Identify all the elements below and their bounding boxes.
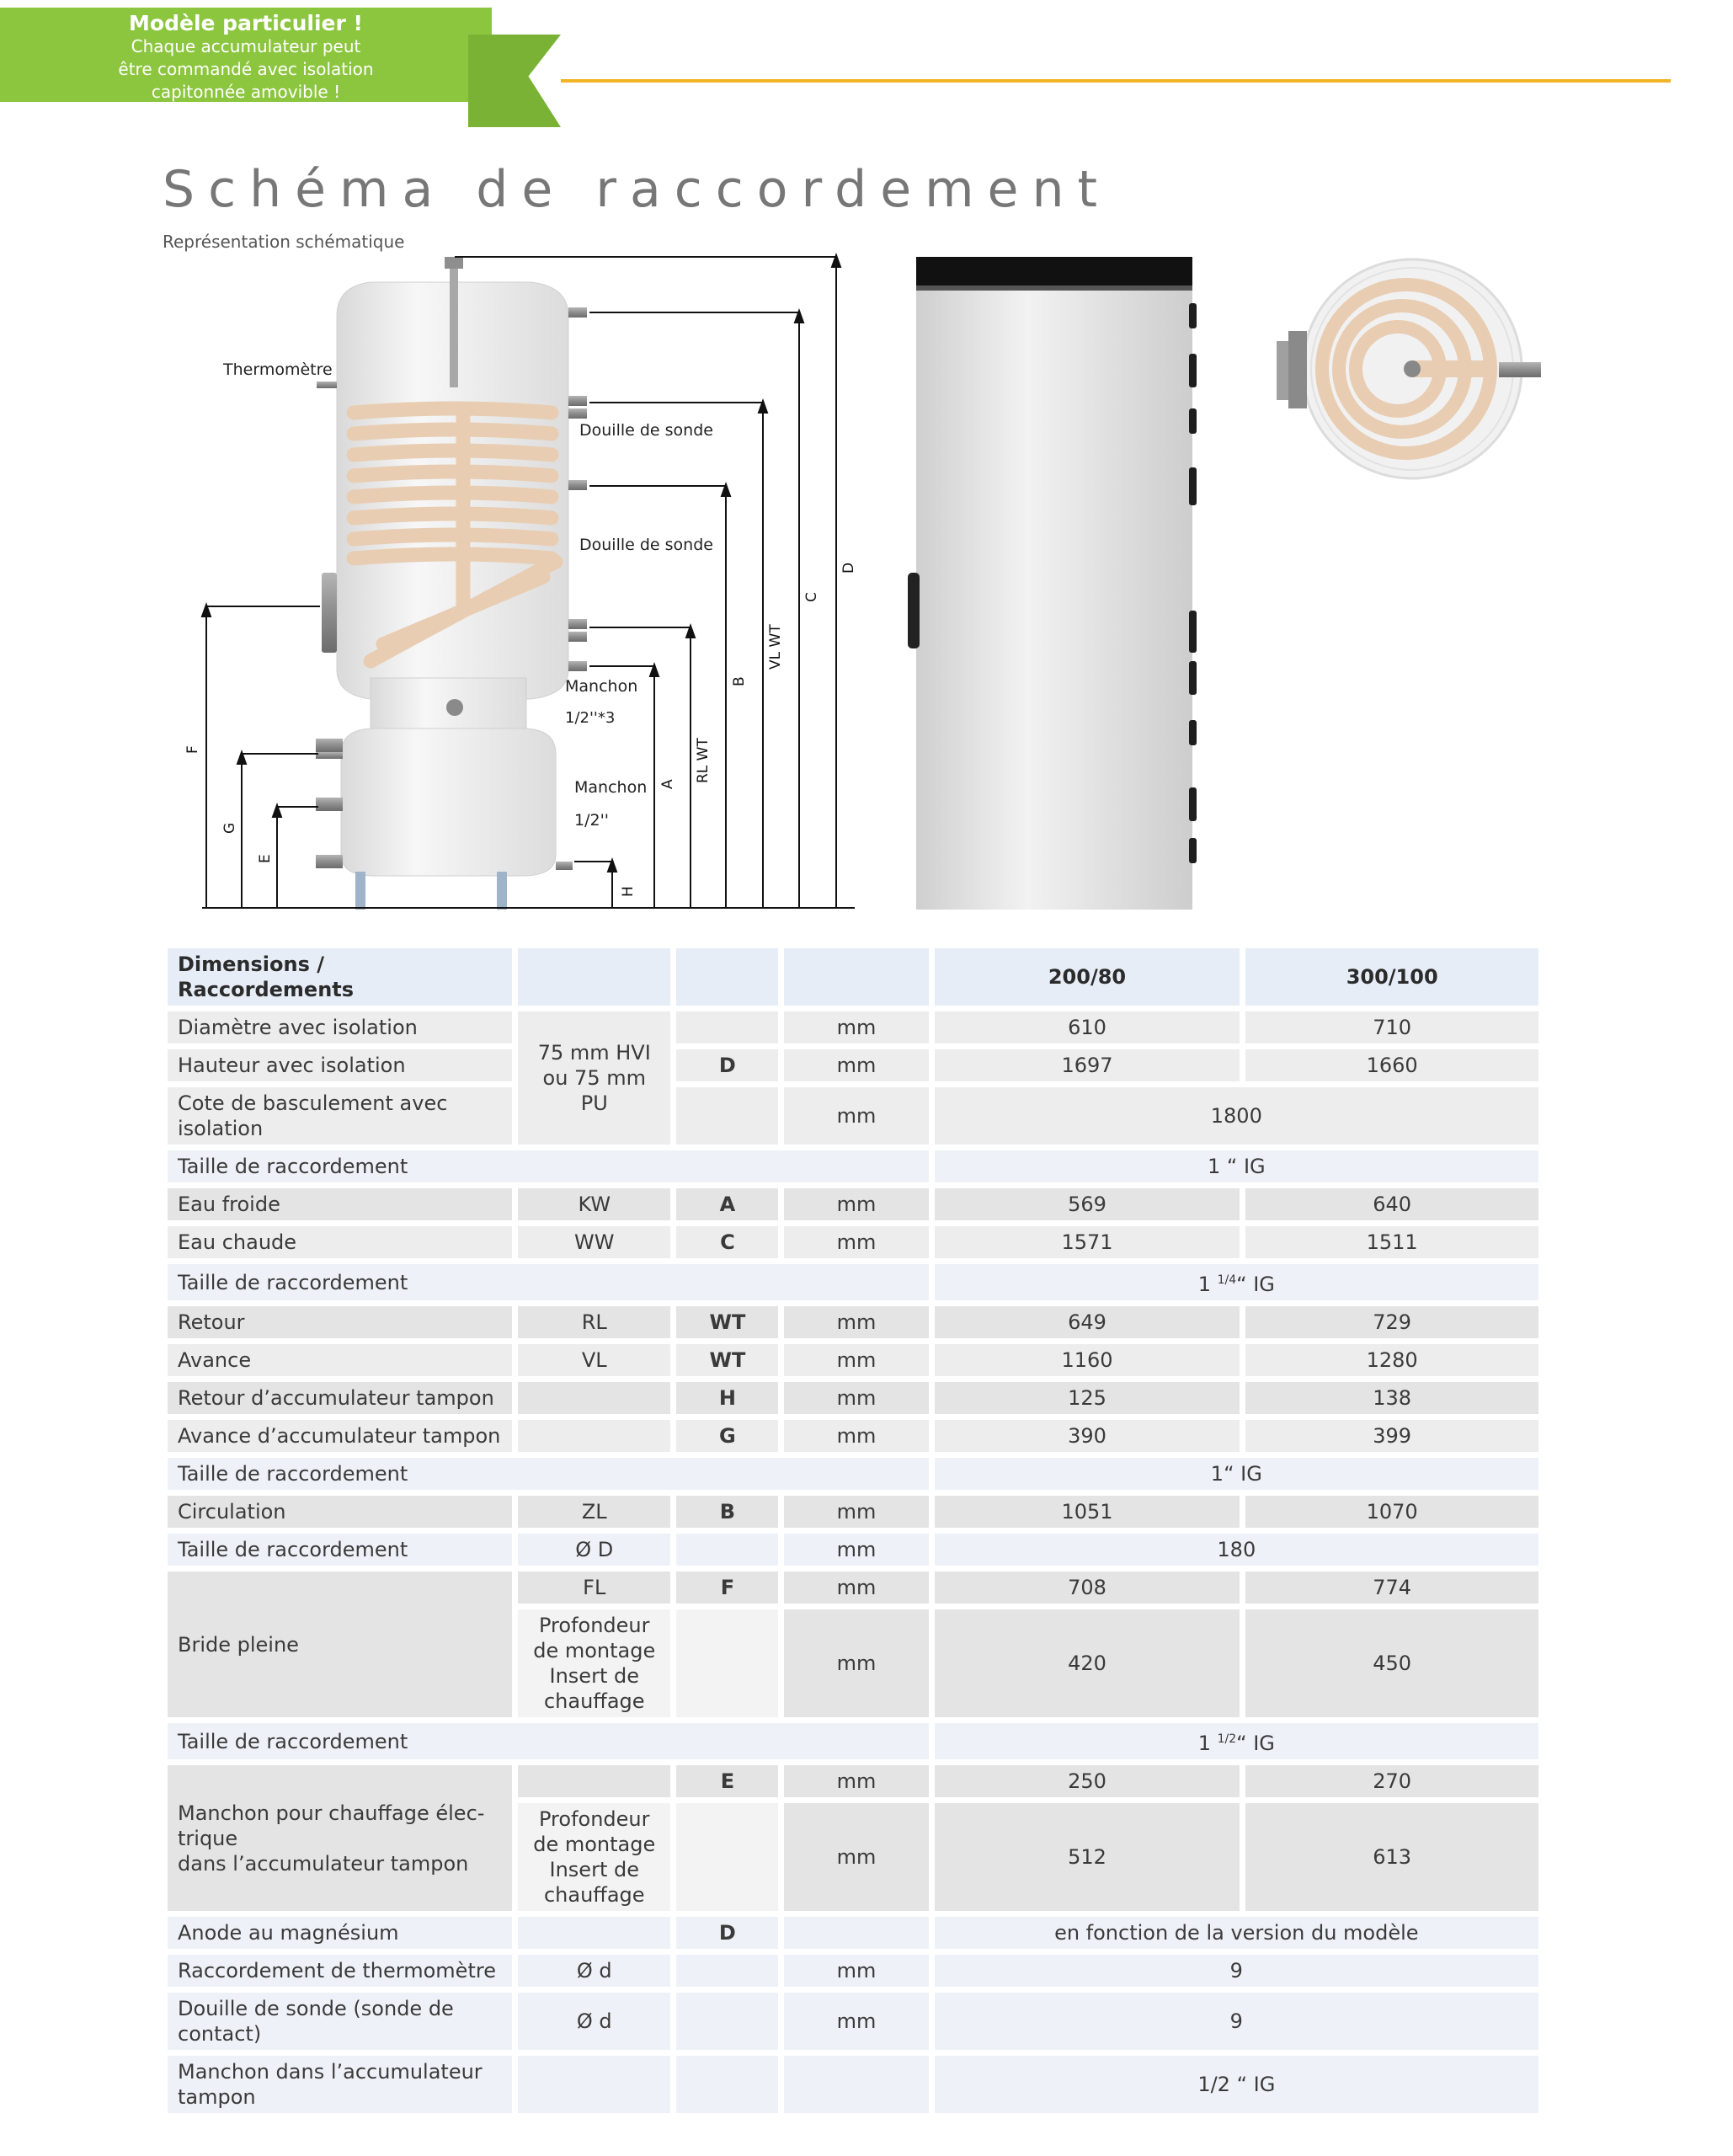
value-cell: 613: [1245, 1803, 1538, 1911]
code-cell: [676, 1609, 778, 1717]
value-cell: 399: [1245, 1420, 1538, 1452]
value-suffix: “ IG: [1236, 1732, 1275, 1755]
code-cell: E: [676, 1765, 778, 1797]
row-label: Hauteur avec isolation: [168, 1049, 512, 1081]
abbr-cell: Profondeur de montage Insert de chauffage: [518, 1803, 670, 1911]
page-subtitle: Représentation schématique: [163, 232, 405, 252]
table-row: [168, 1496, 1538, 1528]
value-cell: 1051: [935, 1496, 1240, 1528]
value-cell: [935, 1723, 1538, 1759]
foot-left: [355, 872, 365, 910]
header-cell: Dimensions / Raccordements: [168, 948, 512, 1006]
unit-cell: mm: [784, 1572, 928, 1604]
table-header-row: [168, 948, 1538, 1006]
dim-RL-WT: RL WT: [695, 738, 712, 783]
abbr-cell: [518, 1917, 670, 1949]
table-row: [168, 1382, 1538, 1414]
code-cell: A: [676, 1188, 778, 1220]
code-cell: [676, 2056, 778, 2113]
code-cell: B: [676, 1496, 778, 1528]
label-manchon-2-size: 1/2'': [574, 811, 610, 830]
value-cell: 729: [1245, 1306, 1538, 1338]
table-row: [168, 1993, 1538, 2050]
value-cell: 1/2 “ IG: [935, 2056, 1538, 2113]
value-cell: 1“ IG: [935, 1458, 1538, 1490]
code-cell: [676, 1087, 778, 1145]
abbr-cell: ZL: [518, 1496, 670, 1528]
table-row: [168, 1011, 1538, 1043]
row-label: Anode au magnésium: [168, 1917, 512, 1949]
specifications-table: [162, 942, 1544, 2119]
table-row: [168, 1188, 1538, 1220]
row-label: Diamètre avec isolation: [168, 1011, 512, 1043]
code-cell: C: [676, 1226, 778, 1258]
abbr-cell: WW: [518, 1226, 670, 1258]
unit-cell: [784, 1917, 928, 1949]
insulated-tank-view: [908, 257, 1197, 910]
value-cell: 1160: [935, 1344, 1240, 1376]
dim-VL-WT: VL WT: [767, 624, 784, 670]
value-cell: 708: [935, 1572, 1240, 1604]
abbr-cell: Profondeur de montage Insert de chauffage: [518, 1609, 670, 1717]
row-label-line: Manchon pour chauffage élec-: [178, 1801, 485, 1825]
unit-cell: mm: [784, 1011, 928, 1043]
value-cell: 649: [935, 1306, 1240, 1338]
table-row: [168, 1765, 1538, 1797]
table-row: [168, 1226, 1538, 1258]
header-rule: [561, 79, 1671, 83]
unit-cell: mm: [784, 1382, 928, 1414]
table-row: [168, 1955, 1538, 1987]
unit-cell: mm: [784, 1534, 928, 1566]
unit-cell: mm: [784, 1420, 928, 1452]
dim-H: H: [620, 886, 637, 897]
dim-D: D: [840, 562, 857, 574]
row-label: Douille de sonde (sonde de contact): [168, 1993, 512, 2050]
insulation-cell: 75 mm HVI ou 75 mm PU: [518, 1011, 670, 1145]
unit-cell: mm: [784, 1955, 928, 1987]
banner-line-3: capitonnée amovible !: [151, 82, 341, 102]
table-row: [168, 1264, 1538, 1300]
lower-tank: [341, 728, 556, 876]
value-int: 1: [1197, 1732, 1211, 1755]
value-cell: 710: [1245, 1011, 1538, 1043]
row-label: [168, 1765, 512, 1911]
value-cell: 450: [1245, 1609, 1538, 1717]
code-cell: G: [676, 1420, 778, 1452]
table-row: [168, 1534, 1538, 1566]
table-row: [168, 1049, 1538, 1081]
value-cell: 774: [1245, 1572, 1538, 1604]
value-cell: 1511: [1245, 1226, 1538, 1258]
abbr-cell: [518, 1765, 670, 1797]
value-cell: 1571: [935, 1226, 1240, 1258]
value-cell: 125: [935, 1382, 1240, 1414]
row-label: Taille de raccordement: [168, 1458, 929, 1490]
value-cell: 1660: [1245, 1049, 1538, 1081]
table-row: [168, 1458, 1538, 1490]
table-row: [168, 1917, 1538, 1949]
abbr-cell: Ø d: [518, 1955, 670, 1987]
dim-B: B: [731, 676, 748, 686]
label-thermometre: Thermomètre: [223, 360, 333, 379]
unit-cell: mm: [784, 1344, 928, 1376]
header-cell-model-300-100: 300/100: [1245, 948, 1538, 1006]
page-title: Schéma de raccordement: [163, 160, 1112, 219]
code-cell: [676, 1534, 778, 1566]
table-row: [168, 1344, 1538, 1376]
row-label: Avance d’accumulateur tampon: [168, 1420, 512, 1452]
value-cell: 1800: [935, 1087, 1538, 1145]
table-row: [168, 1420, 1538, 1452]
value-cell: 390: [935, 1420, 1240, 1452]
value-int: 1: [1197, 1273, 1211, 1296]
dim-C: C: [803, 592, 820, 602]
unit-cell: [784, 2056, 928, 2113]
row-label: Eau froide: [168, 1188, 512, 1220]
value-cell: [935, 1264, 1538, 1300]
unit-cell: mm: [784, 1496, 928, 1528]
dim-E: E: [257, 854, 274, 863]
dim-F: F: [184, 745, 201, 754]
value-cell: 569: [935, 1188, 1240, 1220]
unit-cell: mm: [784, 1803, 928, 1911]
top-view: [1277, 259, 1541, 478]
flange: [322, 573, 337, 653]
value-cell: 610: [935, 1011, 1240, 1043]
value-cell: 1280: [1245, 1344, 1538, 1376]
row-label: Avance: [168, 1344, 512, 1376]
dim-A: A: [659, 779, 676, 789]
row-label: Taille de raccordement: [168, 1723, 929, 1759]
value-cell: 1 “ IG: [935, 1150, 1538, 1182]
code-cell: [676, 1955, 778, 1987]
value-cell: 1070: [1245, 1496, 1538, 1528]
thermometer-pipe: [317, 382, 337, 388]
value-cell: 512: [935, 1803, 1240, 1911]
abbr-cell: RL: [518, 1306, 670, 1338]
unit-cell: mm: [784, 1609, 928, 1717]
unit-cell: mm: [784, 1087, 928, 1145]
value-cell: 250: [935, 1765, 1240, 1797]
table-row: [168, 1306, 1538, 1338]
value-cell: 138: [1245, 1382, 1538, 1414]
value-suffix: “ IG: [1236, 1273, 1275, 1296]
unit-cell: mm: [784, 1188, 928, 1220]
table-row: [168, 2056, 1538, 2113]
row-label: Taille de raccordement: [168, 1150, 929, 1182]
abbr-cell: [518, 2056, 670, 2113]
label-douille-2: Douille de sonde: [579, 536, 713, 554]
middle-port: [446, 699, 463, 716]
abbr-cell: KW: [518, 1188, 670, 1220]
row-label: Bride pleine: [168, 1572, 512, 1717]
row-label: Cote de basculement avec isolation: [168, 1087, 512, 1145]
row-label: Taille de raccordement: [168, 1264, 929, 1300]
row-label: Retour d’accumulateur tampon: [168, 1382, 512, 1414]
abbr-cell: FL: [518, 1572, 670, 1604]
value-cell: 640: [1245, 1188, 1538, 1220]
table-row: [168, 1572, 1538, 1604]
row-label: Taille de raccordement: [168, 1534, 512, 1566]
unit-cell: mm: [784, 1226, 928, 1258]
value-cell: 180: [935, 1534, 1538, 1566]
abbr-cell: VL: [518, 1344, 670, 1376]
banner-title: Modèle particulier !: [129, 11, 363, 35]
label-manchon-1: Manchon: [565, 677, 638, 696]
row-label-line: trique: [178, 1826, 238, 1850]
label-manchon-2: Manchon: [574, 778, 648, 797]
table-row: [168, 1150, 1538, 1182]
value-fraction: 1/2: [1217, 1732, 1237, 1746]
code-cell: [676, 1011, 778, 1043]
upper-connections: [568, 307, 587, 671]
code-cell: F: [676, 1572, 778, 1604]
abbr-cell: Ø D: [518, 1534, 670, 1566]
unit-cell: mm: [784, 1765, 928, 1797]
row-label: Eau chaude: [168, 1226, 512, 1258]
abbr-cell: [518, 1420, 670, 1452]
abbr-cell: [518, 1382, 670, 1414]
value-fraction: 1/4: [1217, 1273, 1237, 1287]
row-label: Retour: [168, 1306, 512, 1338]
code-cell: D: [676, 1049, 778, 1081]
header-cell-model-200-80: 200/80: [935, 948, 1240, 1006]
row-label-line: dans l’accumulateur tampon: [178, 1851, 469, 1876]
table-row: [168, 1087, 1538, 1145]
header-cell: [676, 948, 778, 1006]
top-pipe: [450, 261, 458, 387]
code-cell: H: [676, 1382, 778, 1414]
value-cell: 9: [935, 1993, 1538, 2050]
label-manchon-1-size: 1/2''*3: [565, 709, 616, 727]
code-cell: [676, 1993, 778, 2050]
abbr-cell: Ø d: [518, 1993, 670, 2050]
code-cell: WT: [676, 1344, 778, 1376]
header-cell: [784, 948, 928, 1006]
header-cell: [518, 948, 670, 1006]
row-label: Raccordement de thermomètre: [168, 1955, 512, 1987]
value-cell: 420: [935, 1609, 1240, 1717]
banner-line-2: être commandé avec isolation: [118, 59, 374, 79]
dim-G: G: [221, 822, 238, 834]
value-cell: 1697: [935, 1049, 1240, 1081]
unit-cell: mm: [784, 1049, 928, 1081]
foot-right: [497, 872, 507, 910]
value-cell: en fonction de la version du modèle: [935, 1917, 1538, 1949]
row-label: Circulation: [168, 1496, 512, 1528]
code-cell: [676, 1803, 778, 1911]
code-cell: WT: [676, 1306, 778, 1338]
unit-cell: mm: [784, 1306, 928, 1338]
top-pipe-cap: [445, 257, 463, 269]
row-label: Manchon dans l’accumulateur tampon: [168, 2056, 512, 2113]
promo-banner-text: [0, 8, 492, 102]
banner-line-1: Chaque accumulateur peut: [131, 36, 361, 56]
label-douille-1: Douille de sonde: [579, 421, 713, 440]
connection-diagram: [160, 248, 1592, 922]
code-cell: D: [676, 1917, 778, 1949]
value-cell: 9: [935, 1955, 1538, 1987]
value-cell: 270: [1245, 1765, 1538, 1797]
table-row: [168, 1723, 1538, 1759]
unit-cell: mm: [784, 1993, 928, 2050]
